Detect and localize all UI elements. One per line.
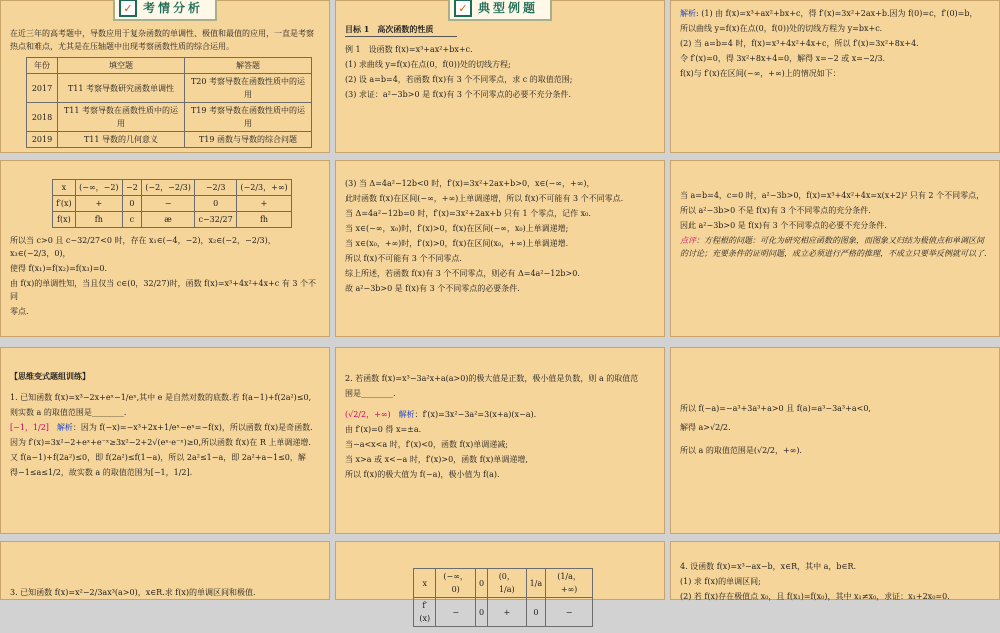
exercise-line: 则实数 a 的取值范围是________.: [10, 408, 127, 417]
table-cell: +: [488, 598, 527, 627]
solution-line: 当 Δ=4a²−12b=0 时，f′(x)=3x²+2ax+b 只有 1 个零点，记作 x₀.: [345, 209, 591, 218]
section-ribbon: [448, 0, 552, 21]
table-cell: æ: [141, 212, 194, 228]
solution-line: 综上所述，若函数 f(x)有 3 个不同零点，则必有 Δ=4a²−12b>0.: [345, 269, 580, 278]
solution-line: 零点.: [10, 307, 29, 316]
solution-line: 由 f′(x)=0 得 x=±a.: [345, 425, 422, 434]
exercise-line: 围是________.: [345, 389, 396, 398]
table-row: [53, 196, 292, 212]
solution-line: 由 f(x)的单调性知，当且仅当 c∈(0，32/27)时，函数 f(x)=x³+4x²+4x+c 有 3 个不同: [10, 279, 316, 301]
table-row: [53, 212, 292, 228]
sign-table: [52, 179, 292, 228]
table-cell: −2/3: [195, 180, 237, 196]
table-row: [414, 598, 593, 627]
solution-line: 此时函数 f(x)在区间(−∞，+∞)上单调递增，所以 f(x)不可能有 3 个不同零点.: [345, 194, 624, 203]
slide-tile-10[interactable]: [0, 541, 330, 600]
ribbon-label: 考情分析: [142, 0, 204, 15]
solution-line: (3) 当 Δ=4a²−12b<0 时，f′(x)=3x²+2ax+b>0，x∈(−∞，+∞)，: [345, 179, 595, 188]
solution-line: 所以 f(x)的极大值为 f(−a)，极小值为 f(a).: [345, 470, 500, 479]
solution-line: 所以 a²−3b>0 不是 f(x)有 3 个不同零点的充分条件.: [680, 206, 871, 215]
table-cell: fh: [237, 212, 292, 228]
solution-line: 所以曲线 y=f(x)在点(0，f(0))处的切线方程为 y=bx+c.: [680, 24, 883, 33]
solution-line: (2) 当 a=b=4 时，f(x)=x³+4x²+4x+c，所以 f′(x)=3x²+8x+4.: [680, 39, 919, 48]
example-line: (1) 求曲线 y=f(x)在点(0，f(0))处的切线方程;: [345, 60, 511, 69]
slide-tile-8[interactable]: [335, 347, 665, 534]
table-cell: T11 导数的几何意义: [58, 132, 185, 148]
table-cell: (0，1/a): [488, 569, 527, 598]
table-header: 解答题: [185, 58, 312, 74]
solution-line: 解得 a>√2/2.: [680, 423, 731, 432]
solution-line: 所以当 c>0 且 c−32/27<0 时，存在 x₁∈(−4，−2)，x₂∈(−2，−2/3)，x₃∈(−2/3，0)，: [10, 236, 276, 258]
solution-line: 因此 a²−3b>0 是 f(x)有 3 个不同零点的必要不充分条件.: [680, 221, 887, 230]
table-cell: (−∞，−2): [75, 180, 122, 196]
table-cell: 2019: [27, 132, 58, 148]
exercise-line: 1. 已知函数 f(x)=x³−2x+eˣ−1/eˣ,其中 e 是自然对数的底数.若 f(a−1)+f(2a²)≤0,: [10, 393, 312, 402]
section-ribbon: [113, 0, 217, 21]
exam-table: [26, 57, 312, 148]
example-line: (2) 设 a=b=4，若函数 f(x)有 3 个不同零点，求 c 的取值范围;: [345, 75, 573, 84]
table-cell: 2018: [27, 103, 58, 132]
table-row: [27, 132, 312, 148]
table-header: 年份: [27, 58, 58, 74]
table-cell: 0: [475, 569, 487, 598]
table-cell: f′(x): [53, 196, 76, 212]
slide-tile-6[interactable]: [670, 160, 1000, 337]
slide-tile-12[interactable]: [670, 541, 1000, 600]
exercise-heading: 【思维变式题组训练】: [10, 371, 90, 381]
slide-tile-2[interactable]: [335, 0, 665, 153]
exercise-line: 2. 若函数 f(x)=x³−3a²x+a(a>0)的极大值是正数，极小值是负数，则 a 的取值范: [345, 374, 639, 383]
solution-label: 解析: [680, 9, 696, 18]
table-cell: f(x): [53, 212, 76, 228]
table-cell: x: [53, 180, 76, 196]
solution-line: 使得 f(x₁)=f(x₂)=f(x₃)=0.: [10, 264, 108, 273]
table-cell: (1/a，+∞): [546, 569, 593, 598]
exercise-line: 4. 设函数 f(x)=x³−ax−b，x∈R，其中 a，b∈R.: [680, 562, 857, 571]
comment-text: ：方程根的问题：可化为研究相应函数的图象，而图象又归结为极值点和单调区间的讨论；充要条件的证明问题，成立必须进行严格的推理，不成立只要举反例就可以了.: [680, 236, 987, 258]
table-cell: c: [122, 212, 141, 228]
solution-label: 解析: [56, 423, 73, 432]
solution-line: 所以 f(−a)=−a³+3a³+a>0 且 f(a)=a³−3a³+a<0,: [680, 404, 871, 413]
table-row: [53, 180, 292, 196]
solution-line: 当 x>a 或 x<−a 时，f′(x)>0，函数 f(x)单调递增,: [345, 455, 528, 464]
table-cell: T20 考察导数在函数性质中的运用: [185, 74, 312, 103]
table-cell: T19 考察导数在函数性质中的运用: [185, 103, 312, 132]
solution-line: 当 x∈(−∞，x₀)时，f′(x)>0，f(x)在区间(−∞，x₀)上单调递增;: [345, 224, 569, 233]
table-cell: 2017: [27, 74, 58, 103]
comment-label: 点评: [680, 236, 696, 245]
solution-line: 故 a²−3b>0 是 f(x)有 3 个不同零点的必要条件.: [345, 284, 520, 293]
solution-line: 当 x∈(x₀，+∞)时，f′(x)>0，f(x)在区间(x₀，+∞)上单调递增.: [345, 239, 569, 248]
solution-line: : (1) 由 f(x)=x³+ax²+bx+c，得 f′(x)=3x²+2ax+b.因为 f(0)=c，f′(0)=b，: [696, 9, 978, 18]
exercise-line: 3. 已知函数 f(x)=x²−2/3ax³(a>0)，x∈R.求 f(x)的单调区间和极值.: [10, 588, 256, 597]
table-cell: c−32/27: [195, 212, 237, 228]
solution-line: 当−a<x<a 时，f′(x)<0，函数 f(x)单调递减;: [345, 440, 508, 449]
table-cell: (−∞，0): [436, 569, 476, 598]
table-cell: −: [141, 196, 194, 212]
ribbon-label: 典型例题: [477, 0, 539, 15]
table-cell: +: [75, 196, 122, 212]
table-header-row: [27, 58, 312, 74]
sign-table: [413, 568, 593, 627]
table-cell: −2: [122, 180, 141, 196]
table-cell: 0: [526, 598, 546, 627]
solution-line: ：因为 f(−x)=−x³+2x+1/eˣ−eˣ=−f(x)，所以函数 f(x)是奇函数.: [72, 423, 313, 432]
slide-tile-3[interactable]: [670, 0, 1000, 153]
solution-line: 因为 f′(x)=3x²−2+eˣ+e⁻ˣ≥3x²−2+2√(eˣ·e⁻ˣ)≥0,所以函数 f(x)在 R 上单调递增.: [10, 438, 311, 447]
table-row: [27, 103, 312, 132]
solution-label: 解析: [398, 410, 415, 419]
slide-tile-1[interactable]: [0, 0, 330, 153]
table-cell: −: [546, 598, 593, 627]
table-cell: (−2/3，+∞): [237, 180, 292, 196]
table-cell: T11 考察导数研究函数单调性: [58, 74, 185, 103]
solution-line: 又 f(a−1)+f(2a²)≤0，即 f(2a²)≤f(1−a)，所以 2a²≤1−a，即 2a²+a−1≤0，解: [10, 453, 306, 462]
table-cell: T11 考察导数在函数性质中的运用: [58, 103, 185, 132]
table-cell: 0: [122, 196, 141, 212]
intro-text: 在近三年的高考题中，导数应用于复杂函数的单调性、极值和最值的应用，一直是考察热点和难点，尤其是在压轴题中出现考察函数性质的综合运用。: [10, 29, 314, 51]
solution-line: f(x)与 f′(x)在区间(−∞，+∞)上的情况如下：: [680, 69, 841, 78]
slide-tile-11[interactable]: [335, 541, 665, 623]
table-cell: +: [237, 196, 292, 212]
solution-line: 得−1≤a≤1/2，故实数 a 的取值范围为[−1，1/2].: [10, 468, 193, 477]
table-cell: (−2，−2/3): [141, 180, 194, 196]
example-line: (3) 求证：a²−3b>0 是 f(x)有 3 个不同零点的必要不充分条件.: [345, 90, 572, 99]
table-cell: f′(x): [414, 598, 436, 627]
checkbox-icon: ✓: [119, 0, 137, 17]
table-cell: 1/a: [526, 569, 546, 598]
slide-tile-9[interactable]: [670, 347, 1000, 534]
solution-line: 所以 a 的取值范围是(√2/2，+∞).: [680, 446, 802, 455]
solution-line: ：f′(x)=3x²−3a²=3(x+a)(x−a).: [414, 410, 537, 419]
exercise-line: (1) 求 f(x)的单调区间;: [680, 577, 761, 586]
goal-heading: 目标 1 高次函数的性质: [345, 23, 457, 37]
table-cell: −: [436, 598, 476, 627]
solution-line: 令 f′(x)=0，得 3x²+8x+4=0，解得 x=−2 或 x=−2/3.: [680, 54, 886, 63]
answer: [−1，1/2]: [10, 423, 49, 432]
example-line: 例 1 设函数 f(x)=x³+ax²+bx+c.: [345, 45, 473, 54]
exercise-line: (2) 若 f(x)存在极值点 x₀，且 f(x₁)=f(x₀)，其中 x₁≠x₀，求证：x₁+2x₀=0.: [680, 592, 950, 601]
checkbox-icon: ✓: [454, 0, 472, 17]
table-row: [27, 74, 312, 103]
table-row: [414, 569, 593, 598]
slide-tile-7[interactable]: [0, 347, 330, 534]
solution-line: 当 a=b=4，c=0 时，a²−3b>0，f(x)=x³+4x²+4x=x(x+2)² 只有 2 个不同零点，: [680, 191, 985, 200]
table-cell: fh: [75, 212, 122, 228]
slide-tile-5[interactable]: [335, 160, 665, 337]
table-cell: 0: [195, 196, 237, 212]
solution-line: 所以 f(x)不可能有 3 个不同零点.: [345, 254, 462, 263]
slide-tile-4[interactable]: [0, 160, 330, 337]
table-cell: T19 函数与导数的综合问题: [185, 132, 312, 148]
table-cell: x: [414, 569, 436, 598]
table-cell: 0: [475, 598, 487, 627]
table-header: 填空题: [58, 58, 185, 74]
answer: (√2/2，+∞): [345, 410, 391, 419]
